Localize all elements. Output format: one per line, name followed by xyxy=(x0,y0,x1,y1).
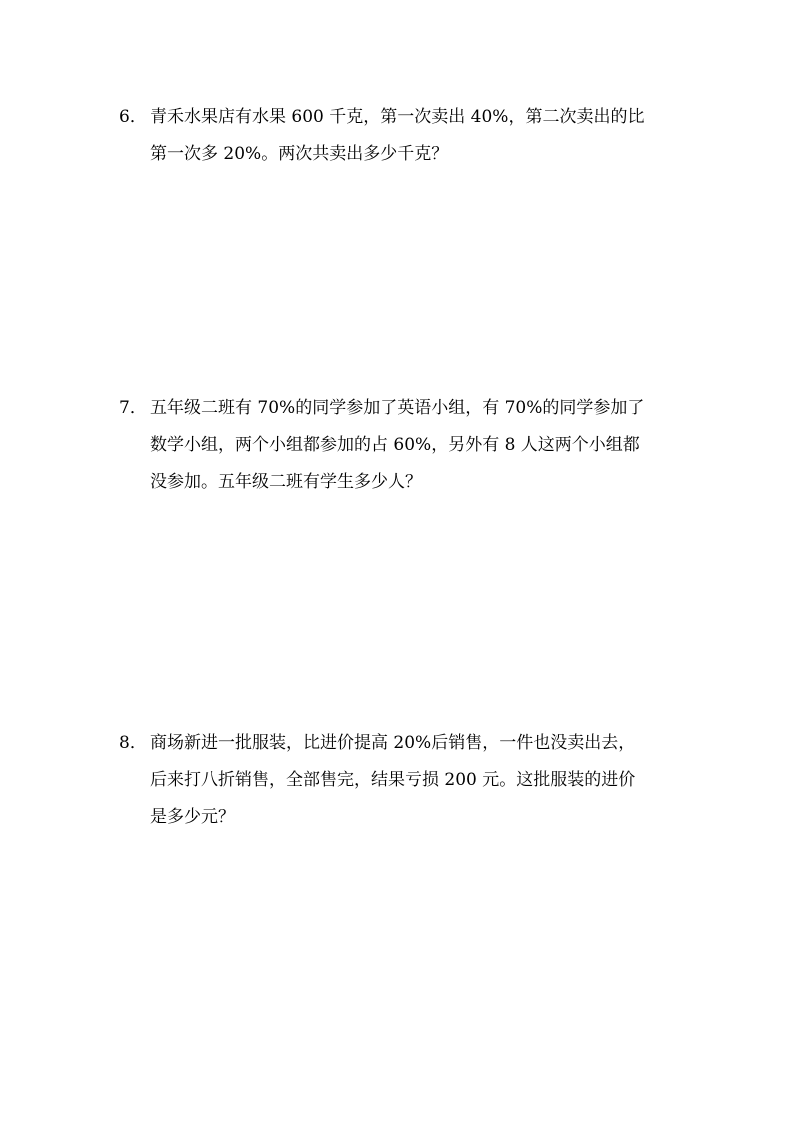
problem-7 xyxy=(119,390,689,501)
problem-text: 青禾水果店有水果 600 千克，第一次卖出 40%，第二次卖出的比 xyxy=(150,107,645,127)
problem-text: 是多少元？ xyxy=(150,807,235,827)
problem-6 xyxy=(119,99,689,173)
problem-text: 没参加。五年级二班有学生多少人？ xyxy=(150,472,422,492)
problem-number: 6． xyxy=(119,107,147,127)
problem-text: 数学小组，两个小组都参加的占 60%，另外有 8 人这两个小组都 xyxy=(150,435,640,455)
problem-line xyxy=(119,390,689,427)
problem-text: 第一次多 20%。两次共卖出多少千克？ xyxy=(150,144,449,164)
problem-line xyxy=(119,99,689,136)
problem-number: 7． xyxy=(119,398,147,418)
problem-8 xyxy=(119,725,689,836)
problem-text: 商场新进一批服装，比进价提高 20%后销售，一件也没卖出去， xyxy=(150,733,636,753)
problem-text: 五年级二班有 70%的同学参加了英语小组，有 70%的同学参加了 xyxy=(150,398,645,418)
problem-text: 后来打八折销售，全部售完，结果亏损 200 元。这批服装的进价 xyxy=(150,770,636,790)
problem-number: 8． xyxy=(119,733,147,753)
problem-line xyxy=(119,725,689,762)
